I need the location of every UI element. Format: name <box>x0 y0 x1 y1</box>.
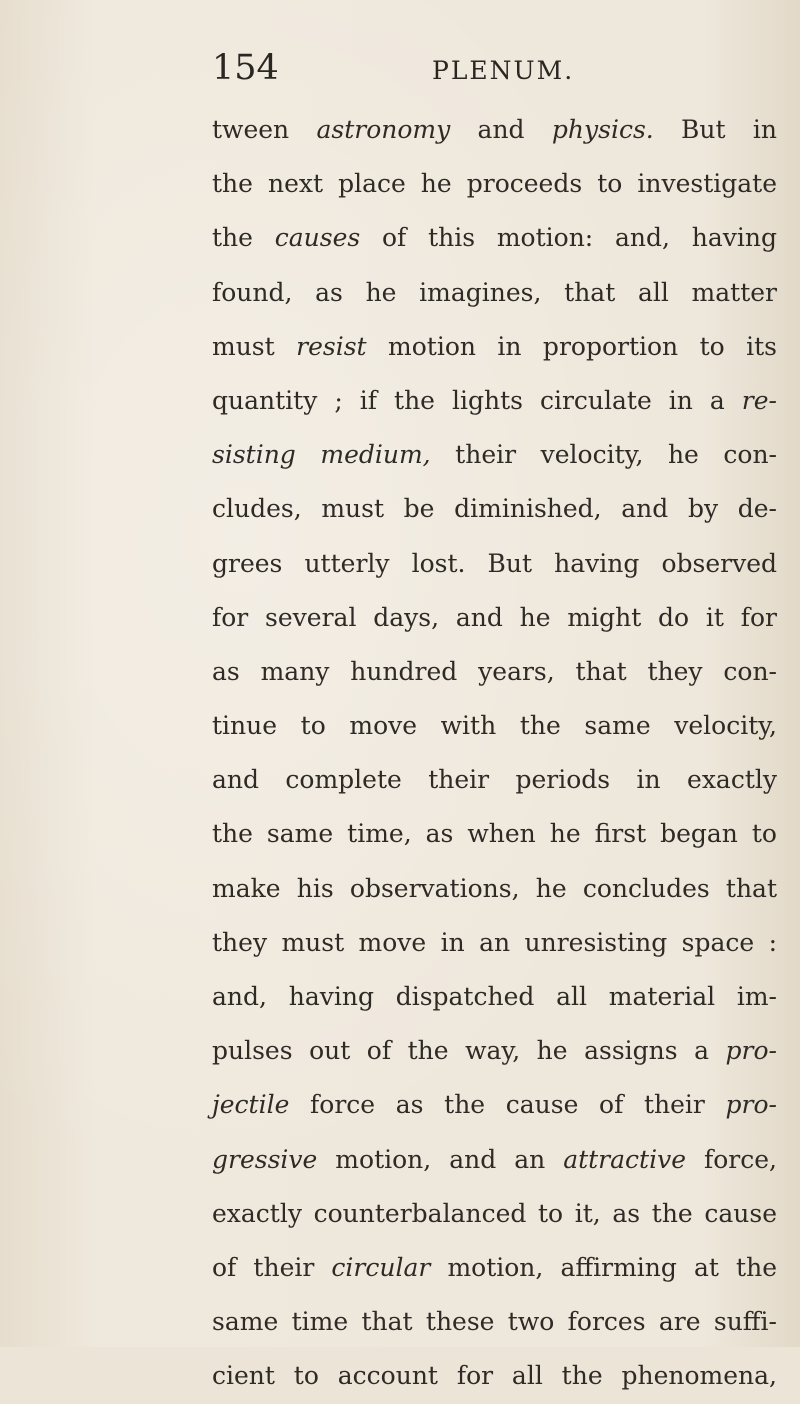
text-segment: and, having dispatched all material im- <box>212 982 777 1011</box>
text-segment: found, as he imagines, that all matter <box>212 277 777 307</box>
text-segment: and <box>450 115 552 144</box>
text-line <box>212 807 777 861</box>
text-segment: force, <box>686 1144 777 1174</box>
text-segment: tinue to move with the same velocity, <box>212 711 777 741</box>
text-line <box>212 320 777 374</box>
text-segment: the next place he proceeds to investigate <box>212 169 777 199</box>
text-line <box>212 211 777 265</box>
text-line <box>212 862 777 916</box>
italic-text-segment: gressive <box>212 1144 318 1174</box>
text-line <box>212 699 777 753</box>
italic-text-segment: astronomy <box>316 115 451 144</box>
text-segment: But in <box>653 115 777 144</box>
italic-text-segment: attractive <box>563 1144 687 1174</box>
text-segment: the same time, as when he first began to <box>212 819 777 849</box>
text-segment: must <box>212 331 297 361</box>
text-line <box>212 1024 777 1078</box>
italic-text-segment: sisting medium, <box>212 440 431 470</box>
text-segment: quantity ; if the lights circulate in a <box>212 385 742 415</box>
text-line <box>212 753 777 807</box>
text-line <box>212 591 777 645</box>
text-line <box>212 428 777 482</box>
text-segment: exactly counterbalanced to it, as the cause <box>212 1198 777 1228</box>
italic-text-segment: re- <box>741 385 777 415</box>
italic-text-segment: pro- <box>725 1036 777 1066</box>
text-segment: cient to account for all the phenomena, <box>212 1361 777 1391</box>
text-segment: pulses out of the way, he assigns a <box>212 1036 726 1066</box>
italic-text-segment: pro- <box>725 1090 777 1120</box>
text-segment: as many hundred years, that they con- <box>212 656 777 686</box>
italic-text-segment: resist <box>296 331 367 361</box>
text-segment: of their <box>212 1252 332 1282</box>
text-segment: motion, and an <box>317 1144 564 1174</box>
text-line <box>212 482 777 536</box>
text-line <box>212 266 777 320</box>
text-line <box>212 916 777 970</box>
text-line <box>212 1349 777 1403</box>
text-line <box>212 103 777 157</box>
text-segment: motion in proportion to its <box>366 331 777 361</box>
text-segment: tween <box>212 115 317 144</box>
text-segment: their velocity, he con- <box>430 440 777 470</box>
text-segment: the <box>212 223 275 253</box>
text-line <box>212 1078 777 1132</box>
italic-text-segment: jectile <box>212 1090 290 1120</box>
text-line <box>212 645 777 699</box>
body-text <box>212 103 777 1404</box>
running-head <box>212 46 612 90</box>
text-segment: they must move in an unresisting space : <box>212 927 777 957</box>
text-line <box>212 1241 777 1295</box>
italic-text-segment: causes <box>274 223 361 253</box>
text-line <box>212 1187 777 1241</box>
running-title: PLENUM. <box>432 56 575 85</box>
text-segment: make his observations, he concludes that <box>212 873 777 903</box>
italic-text-segment: circular <box>331 1252 431 1282</box>
text-segment: force as the cause of their <box>289 1090 726 1120</box>
text-segment: of this motion: and, having <box>360 223 777 253</box>
italic-text-segment: physics. <box>551 115 654 144</box>
text-segment: motion, affirming at the <box>430 1252 777 1282</box>
text-line <box>212 1295 777 1349</box>
text-line <box>212 374 777 428</box>
text-segment: and complete their periods in exactly <box>212 765 777 795</box>
page-number: 154 <box>212 48 279 88</box>
text-line <box>212 537 777 591</box>
text-line <box>212 970 777 1024</box>
text-segment: cludes, must be diminished, and by de- <box>212 494 777 524</box>
text-line <box>212 157 777 211</box>
text-segment: for several days, and he might do it for <box>212 602 777 632</box>
text-segment: grees utterly lost. But having observed <box>212 548 777 578</box>
text-segment: same time that these two forces are suffi- <box>212 1307 777 1337</box>
text-line <box>212 1133 777 1187</box>
